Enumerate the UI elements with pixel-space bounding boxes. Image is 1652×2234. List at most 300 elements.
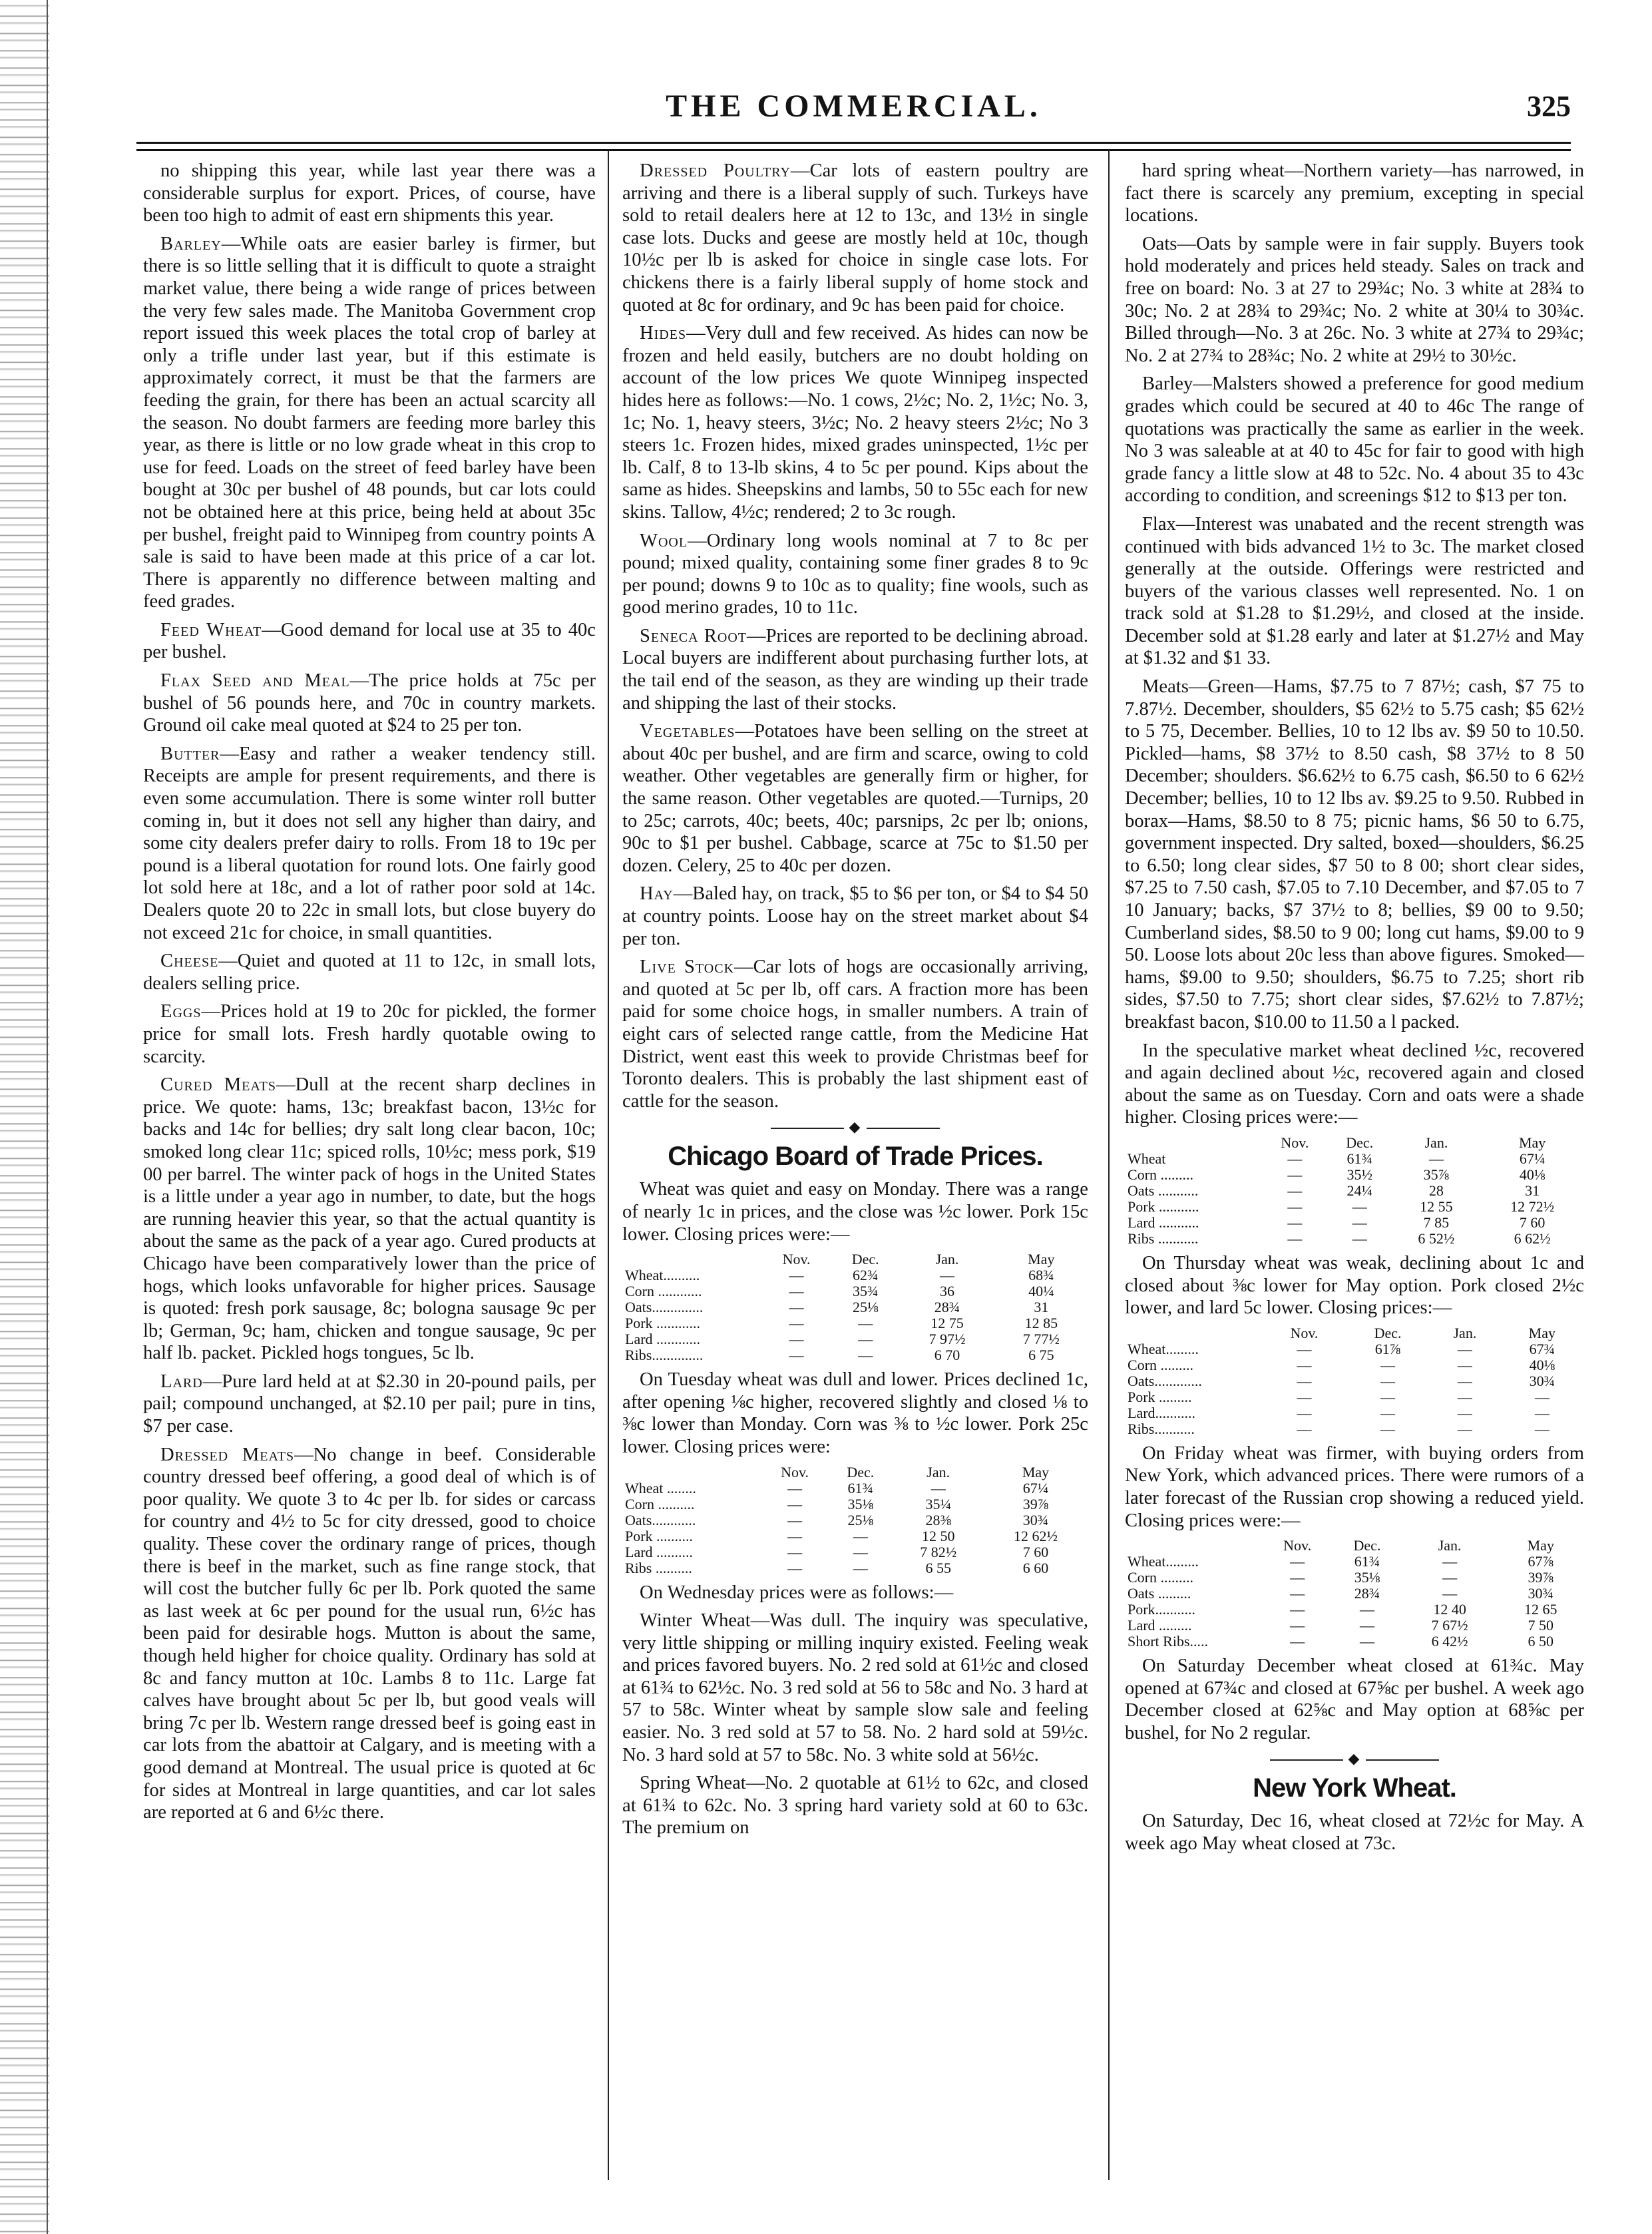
paragraph-lead: Cured Meats [160, 1074, 276, 1096]
paragraph [1125, 513, 1584, 670]
price-cell: — [1287, 1182, 1303, 1199]
price-cell: 7 77½ [1022, 1331, 1060, 1348]
price-cell: — [858, 1331, 873, 1348]
table-header-row [622, 1464, 1088, 1480]
price-cell: — [787, 1559, 803, 1576]
price-cell: 61¾ [1346, 1150, 1372, 1167]
commodity-label: Corn ......... [1128, 1166, 1193, 1183]
price-cell: — [853, 1527, 868, 1544]
paragraph [622, 160, 1088, 316]
price-cell: 28 [1428, 1182, 1444, 1199]
commodity-label: Corn ............ [625, 1283, 702, 1300]
paragraph-text: —No change in beef. Considerable country dressed beef offering, a good deal of which is of poor quality. We quote 3 to 4c per lb. for sides or carcass for country and 4½ to 5c for city dressed, good to choice quality. These cover the ordinary range of prices, though there is beef in the market, such as fine range stock, that will cost the butcher fully 6c per lb. Pork quoted the same as last week at 6c per pound for the usual run, 6½c has been paid for desirable hogs. Mutton is about the same, though held higher for choice quality. Ordinary has sold at 8c and fancy mutton at 10c. Lambs 8 to 11c. Large fat calves have brought about 5c per lb, but good veals will bring 7c per lb. Western range dressed beef is going east in car lots from the abattoir at Calgary, and is meeting with a good demand at Montreal. The usual price is quoted at 6c for sides at Montreal in large quantities, and car lot sales are reported at 6 and 6½c there. [143, 1444, 596, 1823]
price-cell: 28⅜ [925, 1511, 951, 1528]
price-cell: — [1457, 1340, 1472, 1357]
table-row [1125, 1373, 1584, 1389]
price-cell: 12 40 [1433, 1601, 1466, 1618]
price-cell: — [858, 1347, 873, 1364]
commodity-label: Corn .......... [625, 1495, 695, 1512]
price-cell: 35¾ [852, 1283, 879, 1300]
paragraph-text: —Ordinary long wools nominal at 7 to 8c per pound; mixed quality, containing some finer grades 8 to 9c per pound; downs 9 to 10c as to quality; fine wools, such as good merino grades, 10 to 11c. [622, 530, 1088, 618]
column-rule-1 [608, 150, 609, 2180]
table-header-row [1125, 1538, 1584, 1554]
commodity-label: Wheat [1128, 1150, 1166, 1167]
table-header-row [1125, 1325, 1584, 1341]
price-cell: — [1287, 1166, 1303, 1183]
paragraph-text: —Car lots of eastern poultry are arriving and there is a liberal supply of such. Turkeys have sold to retail dealers here at 12 to 13c, and 13½ in single case lots. Ducks and geese are mostly held at 10c, though 10½c per lb is asked for choice in single case lots. For chickens there is a fairly liberal supply of home stock and quoted at 8c for ordinary, and 9c has been paid for choice. [622, 160, 1088, 316]
price-cell: — [1352, 1198, 1367, 1215]
price-cell: — [853, 1543, 868, 1560]
table-row [1125, 1151, 1584, 1167]
price-cell: 7 85 [1423, 1214, 1450, 1231]
price-cell: — [1290, 1633, 1305, 1650]
price-cell: — [853, 1559, 868, 1576]
table-row [622, 1315, 1088, 1331]
column-header: May [1022, 1463, 1050, 1480]
column-header: Dec. [847, 1463, 875, 1480]
binding-edge [47, 0, 48, 2234]
price-cell: 6 75 [1028, 1347, 1054, 1364]
price-cell: — [789, 1347, 804, 1364]
table-row [1125, 1215, 1584, 1231]
price-cell: — [1290, 1553, 1305, 1570]
column-header: Nov. [1281, 1134, 1309, 1151]
paragraph [143, 670, 596, 737]
column-header [1125, 1325, 1263, 1341]
price-cell: 35½ [1346, 1166, 1372, 1183]
commodity-label: Pork ........... [1128, 1198, 1199, 1215]
price-table-thursday [1125, 1325, 1584, 1437]
price-cell: 6 60 [1022, 1559, 1049, 1576]
paragraph-lead: Hay [640, 883, 674, 905]
price-table-friday [1125, 1538, 1584, 1650]
chicago-heading: Chicago Board of Trade Prices. [668, 1142, 1043, 1172]
commodity-label: Oats............. [1128, 1372, 1202, 1389]
newyork-text: On Saturday, Dec 16, wheat closed at 72½c for May. A week ago May wheat closed at 73c. [1125, 1811, 1584, 1855]
column-header: Nov. [782, 1251, 811, 1268]
price-cell: — [787, 1527, 803, 1544]
binding-shadow [0, 0, 49, 2234]
price-cell: — [1457, 1372, 1472, 1389]
paragraph-lead: Hides [640, 323, 687, 344]
column-header [622, 1464, 762, 1480]
price-cell: 61⅞ [1374, 1340, 1401, 1357]
paragraph-lead: Wool [640, 530, 688, 551]
price-cell: 61¾ [847, 1479, 874, 1496]
price-cell: 62¾ [852, 1267, 879, 1284]
price-cell: 12 50 [921, 1527, 955, 1544]
commodity-label: Ribs .......... [625, 1559, 692, 1576]
paragraph-lead: Feed Wheat [160, 619, 262, 640]
price-cell: 12 72½ [1510, 1198, 1555, 1215]
price-table-wednesday [1125, 1135, 1584, 1247]
price-cell: — [1442, 1553, 1458, 1570]
paragraph-text: —Potatoes have been selling on the street at about 40c per bushel, and are firm and scarce, owing to cold weather. Other vegetables are generally firm or higher, for the same reason. Other vegetables are quoted.—Turnips, 20 to 25c; carrots, 40c; beets, 40c; parsnips, 2c per lb; onions, 90c to $1 per bushel. Cabbage, scarce at 75c to $1.50 per dozen. Celery, 25 to 40c per dozen. [622, 721, 1088, 876]
price-cell: 25⅛ [847, 1511, 874, 1528]
paragraph [143, 160, 596, 227]
price-cell: 6 70 [934, 1347, 960, 1364]
paragraph-text: Flax—Interest was unabated and the recent strength was continued with bids advanced 1½ to 3c. The market closed generally at the outside. Offerings were restricted and buyers of the various classes well represented. No. 1 on track sold at $1.28 to $1.29½, and closed at the inside. December sold at $1.28 early and later at $1.27½ and May at $1.32 and $1 33. [1125, 513, 1584, 669]
table-row [1125, 1405, 1584, 1421]
price-cell: 24¼ [1346, 1182, 1372, 1199]
price-cell: 36 [940, 1283, 955, 1300]
table-row [1125, 1341, 1584, 1357]
commodity-label: Corn ......... [1128, 1569, 1193, 1586]
price-cell: 40⅛ [1529, 1356, 1555, 1373]
column-header: Dec. [1353, 1537, 1381, 1554]
paragraph [143, 1444, 596, 1824]
paragraph [143, 619, 596, 664]
paragraph-lead: Cheese [160, 951, 219, 972]
price-cell: — [1380, 1404, 1396, 1421]
commodity-label: Ribs........... [1128, 1420, 1195, 1437]
paragraph [1125, 233, 1584, 367]
column-header [622, 1251, 762, 1267]
column-rule-2 [1108, 150, 1110, 2180]
table-row [622, 1299, 1088, 1315]
paragraph-text: —While oats are easier barley is firmer, but there is so little selling that it is difficult to quote a straight market value, there being a wide range of prices between the very few sales made. The Manitoba Government crop report issued this week places the total crop of barley at only a trifle under last year, but if this estimate is approximately correct, it must be that the farmers are feeding the grain, for there has been an actual scarcity all the season. No doubt farmers are feeding more barley this year, as there is little or no low grade wheat in this crop to use for feed. Loads on the street of feed barley have been bought at 30c per bushel of 48 pounds, but car lots could not be obtained here at this price, being held at about 35c per bushel, freight paid to Winnipeg from country points A sale is said to have been made at this price of a car lot. There is apparently no difference between malting and feed grades. [143, 233, 596, 612]
price-cell: — [1442, 1585, 1458, 1602]
price-cell: — [1428, 1150, 1444, 1167]
price-cell: 7 60 [1519, 1214, 1546, 1231]
paragraph-text: —Easy and rather a weaker tendency still. Receipts are ample for present requirements, and there is even some accumulation. There is some winter roll butter coming in, but it does not sell any higher than dairy, and some city dealers prefer dairy to rolls. From 18 to 19c per pound is a liberal quotation for round lots. One fairly good lot sold here at 18c, and a lot of rather poor sold at 14c. Dealers quote 20 to 22c in small lots, but close buyery do not exceed 21c for choice, in small quantities. [143, 743, 596, 943]
price-cell: — [1297, 1404, 1312, 1421]
column-2 [622, 160, 1088, 1845]
price-cell: 61¾ [1354, 1553, 1380, 1570]
paragraph-text: —Quiet and quoted at 11 to 12c, in small lots, dealers selling price. [143, 951, 596, 994]
table-row [1125, 1634, 1584, 1650]
paragraph-lead: Barley [160, 233, 222, 254]
paragraph-lead: Live Stock [640, 957, 735, 978]
price-cell: — [1287, 1214, 1303, 1231]
paragraph [143, 233, 596, 613]
chicago-monday: Wheat was quiet and easy on Monday. There was a range of nearly 1c in prices, and the close was ½c lower. Pork 15c lower. Closing prices were:— [622, 1179, 1088, 1245]
masthead-title: THE COMMERCIAL. [666, 89, 1042, 124]
price-cell: 6 52½ [1418, 1229, 1455, 1247]
paragraph-text: —Car lots of hogs are occasionally arriving, and quoted at 5c per lb, off cars. A fraction more has been paid for some choice hogs, in smaller numbers. A train of eight cars of selected range cattle, from the Medicine Hat District, went east this week to provide Christmas beef for Toronto dealers. This is probably the last shipment east of cattle for the season. [622, 957, 1088, 1112]
paragraph-text: —Prices are reported to be declining abroad. Local buyers are indifferent about purchasing further lots, at the tail end of the season, as they are winding up their trade and shipping the last of their stocks. [622, 625, 1088, 714]
paragraph [143, 1371, 596, 1438]
table-row [622, 1331, 1088, 1347]
table-row [622, 1560, 1088, 1576]
paragraph-text: Oats—Oats by sample were in fair supply. Buyers took hold moderately and prices held steady. Sales on track and free on board: No. 3 at 27 to 29¾c; No. 3 white at 28¾ to 30c; No. 2 at 28¾ to 29¾c; No. 2 white at 30¼ to 30¾c. Billed through—No. 3 at 26c. No. 3 white at 27¾ to 29¾c; No. 2 at 27¾ to 28¾c; No. 2 white at 29½ to 30½c. [1125, 233, 1584, 366]
table-row [1125, 1570, 1584, 1586]
price-cell: — [940, 1267, 955, 1284]
price-cell: — [787, 1479, 803, 1496]
price-cell: — [787, 1511, 803, 1528]
chicago-saturday: On Saturday December wheat closed at 61¾c. May opened at 67¾c and closed at 67⅝c per bushel. A week ago December closed at 62⅝c and May option at 68⅝c per bushel, for No 2 regular. [1125, 1656, 1584, 1743]
price-cell: 7 50 [1528, 1617, 1554, 1634]
column-header: Dec. [1346, 1134, 1374, 1151]
paragraph [1125, 676, 1584, 1034]
paragraph-lead: Lard [160, 1371, 203, 1392]
price-cell: 7 82½ [920, 1543, 957, 1560]
price-cell: 30¾ [1529, 1372, 1555, 1389]
paragraph-lead: Dressed Poultry [640, 160, 791, 181]
column-header: Dec. [1374, 1324, 1402, 1341]
price-cell: — [787, 1495, 803, 1512]
price-cell: — [1534, 1404, 1549, 1421]
ornament-rule: ◆ [622, 1118, 1088, 1136]
paragraph [1125, 373, 1584, 507]
price-cell: — [1534, 1420, 1549, 1437]
price-cell: 35¼ [925, 1495, 951, 1512]
price-cell: — [789, 1315, 804, 1332]
paragraph-text: Barley—Malsters showed a preference for good medium grades which could be secured at 40 to 46c The range of quotations was practically the same as earlier in the week. No 3 was saleable at at 40 to 45c for fair to good with high grade fancy a little slow at 48 to 52c. No. 4 about 35 to 43c according to condition, and screenings $12 to $13 per ton. [1125, 373, 1584, 507]
price-cell: 67¼ [1022, 1479, 1049, 1496]
column-header: Nov. [781, 1463, 809, 1480]
column-header: May [1518, 1134, 1546, 1151]
paragraph-text: —Pure lard held at at $2.30 in 20-pound pails, per pail; compound unchanged, at $2.10 per pail; pure in tins, $7 per case. [143, 1371, 596, 1437]
paragraph [622, 883, 1088, 950]
price-cell: — [1380, 1420, 1396, 1437]
table-row [1125, 1421, 1584, 1437]
paragraph-lead: Dressed Meats [160, 1444, 295, 1465]
price-cell: — [1359, 1601, 1374, 1618]
column-header [1125, 1135, 1263, 1151]
commodity-label: Ribs ........... [1128, 1229, 1199, 1247]
price-cell: 12 65 [1524, 1601, 1557, 1618]
price-cell: 39⅞ [1528, 1569, 1554, 1586]
price-cell: 28¾ [934, 1299, 960, 1316]
paragraph [622, 530, 1088, 619]
table-row [1125, 1586, 1584, 1602]
ornament-rule-2: ◆ [1125, 1750, 1584, 1767]
commodity-label: Wheat.......... [625, 1267, 700, 1284]
table-header-row [1125, 1135, 1584, 1151]
price-cell: — [789, 1267, 804, 1284]
commodity-label: Oats............ [625, 1511, 696, 1528]
paragraph [143, 1074, 596, 1365]
price-cell: 68¾ [1028, 1267, 1054, 1284]
paragraph [1125, 1040, 1584, 1129]
chicago-thursday: On Thursday wheat was weak, declining about 1c and closed about ⅜c lower for May option. Pork closed 2½c lower, and lard 5c lower. Closing prices:— [1125, 1252, 1584, 1319]
paragraph-lead: Seneca Root [640, 625, 747, 646]
price-cell: 6 50 [1528, 1633, 1554, 1650]
price-cell: 6 55 [925, 1559, 951, 1576]
price-cell: 39⅞ [1022, 1495, 1049, 1512]
price-cell: — [858, 1315, 873, 1332]
paragraph-text: hard spring wheat—Northern variety—has narrowed, in fact there is scarcely any premium, excepting in special locations. [1125, 160, 1584, 226]
table-row [622, 1480, 1088, 1496]
price-cell: — [789, 1283, 804, 1300]
table-row [1125, 1618, 1584, 1634]
price-cell: — [1287, 1150, 1303, 1167]
commodity-label: Oats ........... [1128, 1182, 1199, 1199]
column-header: Jan. [1424, 1134, 1448, 1151]
price-cell: — [1380, 1388, 1396, 1405]
price-cell: — [1297, 1372, 1312, 1389]
price-cell: 25⅛ [852, 1299, 879, 1316]
column-header: May [1028, 1251, 1055, 1268]
commodity-label: Lard .......... [625, 1543, 694, 1560]
price-cell: 31 [1034, 1299, 1049, 1316]
table-row [622, 1544, 1088, 1560]
price-cell: 12 55 [1420, 1198, 1453, 1215]
commodity-label: Lard ........... [1128, 1214, 1199, 1231]
paragraph-lead: Flax Seed and Meal [160, 670, 350, 692]
commodity-label: Wheat ........ [625, 1479, 696, 1496]
price-cell: — [787, 1543, 803, 1560]
price-cell: 12 62½ [1013, 1527, 1058, 1544]
price-cell: 6 42½ [1431, 1633, 1468, 1650]
paragraph-text: —Very dull and few received. As hides can now be frozen and held easily, butchers are no doubt holding on account of the low prices We quote Winnipeg inspected hides here as follows:—No. 1 cows, 2½c; No. 2, 1½c; No. 3, 1c; No. 1, heavy steers, 3½c; No. 2 heavy steers 2½c; No 3 steers 1c. Frozen hides, mixed grades uninspected, 1½c per lb. Calf, 8 to 13-lb skins, 4 to 5c per pound. Kips about the same as hides. Sheepskins and lambs, 50 to 55c each for new skins. Tallow, 4½c; rendered; 2 to 3c rough. [622, 323, 1088, 523]
commodity-label: Pork........... [1128, 1601, 1196, 1618]
paragraph-text: —Baled hay, on track, $5 to $6 per ton, or $4 to $4 50 at country points. Loose hay on the street market about $4 per ton. [622, 883, 1088, 949]
commodity-label: Pork ............ [625, 1315, 701, 1332]
paragraph-lead: Eggs [160, 1001, 202, 1022]
price-cell: — [789, 1331, 804, 1348]
column-header: Jan. [935, 1251, 959, 1268]
price-cell: — [1287, 1229, 1303, 1247]
commodity-label: Corn ......... [1128, 1356, 1193, 1373]
price-cell: — [1287, 1198, 1303, 1215]
table-row [1125, 1167, 1584, 1183]
paragraph [1125, 160, 1584, 227]
paragraph [622, 322, 1088, 523]
price-cell: — [1380, 1372, 1396, 1389]
column-header: May [1527, 1537, 1554, 1554]
price-cell: — [1297, 1340, 1312, 1357]
paragraph-text: —Prices hold at 19 to 20c for pickled, the former price for small lots. Fresh hardly quotable owing to scarcity. [143, 1001, 596, 1067]
price-cell: — [1352, 1214, 1367, 1231]
paragraph-text: Meats—Green—Hams, $7.75 to 7 87½; cash, $7 75 to 7.87½. December, shoulders, $5 62½ to 5.75 cash; $5 62½ to 5 75, December. Bellies, 10 to 12 lbs av. $9 50 to 10.50. Pickled—hams, $8 37½ to 8.50 cash, $8 37½ to 8 50 December; shoulders. $6.62½ to 6.75 cash, $6.50 to 6 62½ December; bellies, 10 to 12 lbs av. $9.25 to 9.50. Rubbed in borax—Hams, $8.50 to 8 75; picnic hams, $6 50 to 6.75, government inspected. Dry salted, boxed—shoulders, $6.25 to 6.50; long clear sides, $7 50 to 8 00; short clear sides, $7.25 to 7.50 cash, $7.05 to 7.10 December, and $7.05 to 7 10 January; backs, $7 37½ to 8; bellies, $9 00 to 9.50; Cumberland sides, $8.50 to 9 00; long cut hams, $9.00 to 9 50. Loose lots about 20c less than above figures. Smoked—hams, $9.00 to 9.50; shoulders, $6.75 to 7.25; short rib sides, $7.50 to 7.75; short clear sides, $7.62½ to 7.87½; breakfast bacon, $10.00 to 11.50 a l packed. [1125, 676, 1584, 1032]
commodity-label: Lard ............ [625, 1331, 701, 1348]
commodity-label: Pork .......... [625, 1527, 694, 1544]
table-row [622, 1496, 1088, 1512]
column-1 [143, 160, 596, 1830]
price-cell: 30¾ [1022, 1511, 1049, 1528]
paragraph-lead: Butter [160, 743, 220, 764]
price-cell: — [1534, 1388, 1549, 1405]
table-row [622, 1347, 1088, 1363]
paragraph [143, 950, 596, 995]
chicago-friday: On Friday wheat was firmer, with buying orders from New York, which advanced prices. There were rumors of a later forecast of the Russian crop showing a reduced yield. Closing prices were:— [1125, 1443, 1584, 1531]
paragraph-lead: Vegetables [640, 721, 735, 742]
page-number: 325 [1527, 90, 1571, 122]
price-cell: — [1290, 1617, 1305, 1634]
table-row [622, 1528, 1088, 1544]
price-cell: — [1290, 1569, 1305, 1586]
column-header: Nov. [1290, 1324, 1319, 1341]
price-cell: 67⅞ [1528, 1553, 1554, 1570]
price-cell: 35⅞ [1423, 1166, 1450, 1183]
table-row [1125, 1389, 1584, 1405]
column-header: Nov. [1283, 1537, 1312, 1554]
commodity-label: Short Ribs..... [1128, 1633, 1209, 1650]
price-cell: 30¾ [1528, 1585, 1554, 1602]
price-cell: 12 85 [1024, 1315, 1058, 1332]
column-header: Jan. [1438, 1537, 1462, 1554]
paragraph [143, 743, 596, 944]
price-cell: 28¾ [1354, 1585, 1380, 1602]
market-paragraphs-col3 [1125, 160, 1584, 1129]
commodity-label: Lard ......... [1128, 1617, 1192, 1634]
paragraph-text: —The price holds at 75c per bushel of 56 pounds here, and 70c in country markets. Ground oil cake meal quoted at $24 to 25 per ton. [143, 670, 596, 736]
table-row [622, 1512, 1088, 1528]
paragraph-text: In the speculative market wheat declined ½c, recovered and again declined about ½c, recovered again and closed about the same as on Tuesday. Corn and oats were a shade higher. Closing prices were:— [1125, 1040, 1584, 1128]
table-row [1125, 1357, 1584, 1373]
price-cell: 35⅛ [1354, 1569, 1380, 1586]
winter-wheat: Winter Wheat—Was dull. The inquiry was speculative, very little shipping or milling inquiry existed. Feeling weak and prices favored buyers. No. 2 red sold at 61½c and closed at 61¾ to 62½c. No. 3 red sold at 56 to 58c and No. 3 hard at 57 to 58c. Winter wheat by sample slow sale and feeling easier. No. 3 red sold at 57 to 58. No. 2 hard sold at 59½c. No. 3 hard sold at 57 to 58c. No. 3 white sold at 56½c. [622, 1610, 1088, 1765]
price-cell: — [1290, 1601, 1305, 1618]
price-cell: — [1380, 1356, 1396, 1373]
table-row [622, 1283, 1088, 1299]
price-cell: — [1297, 1388, 1312, 1405]
price-cell: — [1359, 1617, 1374, 1634]
price-cell: 7 67½ [1431, 1617, 1468, 1634]
table-row [1125, 1602, 1584, 1618]
price-cell: — [1290, 1585, 1305, 1602]
price-cell: 12 75 [930, 1315, 964, 1332]
chicago-wednesday: On Wednesday prices were as follows:— [640, 1582, 954, 1603]
price-cell: 31 [1525, 1182, 1540, 1199]
price-cell: — [1457, 1388, 1472, 1405]
price-cell: 7 60 [1022, 1543, 1049, 1560]
spring-wheat: Spring Wheat—No. 2 quotable at 61½ to 62c, and closed at 61¾ to 62c. No. 3 spring hard variety sold at 60 to 63c. The premium on [622, 1773, 1088, 1839]
newyork-heading: New York Wheat. [1253, 1773, 1456, 1803]
price-cell: — [789, 1299, 804, 1316]
price-cell: — [1297, 1356, 1312, 1373]
header-rule [136, 142, 1571, 151]
column-header: May [1528, 1324, 1555, 1341]
table-row [1125, 1183, 1584, 1199]
commodity-label: Pork ......... [1128, 1388, 1192, 1405]
column-header [1125, 1538, 1263, 1554]
price-cell: 67¼ [1519, 1150, 1546, 1167]
table-header-row [622, 1251, 1088, 1267]
price-cell: — [1297, 1420, 1312, 1437]
table-row [1125, 1554, 1584, 1570]
price-cell: — [1457, 1404, 1472, 1421]
paragraph [143, 1001, 596, 1068]
paragraph-text: —Good demand for local use at 35 to 40c per bushel. [143, 619, 596, 663]
commodity-label: Lard........... [1128, 1404, 1196, 1421]
price-cell: — [930, 1479, 946, 1496]
chicago-tuesday: On Tuesday wheat was dull and lower. Prices declined 1c, after opening ⅛c higher, recovered slightly and closed ⅛ to ⅜c lower than Monday. Corn was ⅜ to ½c lower. Pork 25c lower. Closing prices were: [622, 1369, 1088, 1457]
commodity-label: Wheat......... [1128, 1553, 1199, 1570]
commodity-label: Wheat......... [1128, 1340, 1199, 1357]
price-cell: 67¾ [1529, 1340, 1555, 1357]
paragraph-text: no shipping this year, while last year there was a considerable surplus for export. Prices, of course, have been too high to admit of east ern shipments this year. [143, 160, 596, 226]
table-row [1125, 1231, 1584, 1247]
table-row [1125, 1199, 1584, 1215]
paragraph-text: —Dull at the recent sharp declines in price. We quote: hams, 13c; breakfast bacon, 13½c for backs and 14c for bellies; dry salt long clear bacon, 10c; smoked long clear 11c; spiced rolls, 10½c; mess pork, $19 00 per barrel. The winter pack of hogs in the United States is a little under a year ago in number, to date, but the hogs are running heavier this year, so that the actual quantity is about the same as the pack of a year ago. Cured products at Chicago have been comparatively lower than the price of hogs, which looks unfavorable for higher prices. Sausage is quoted: fresh pork sausage, 8c; bologna sausage 9c per lb; German, 9c; ham, chicken and tongue sausage, 9c per half lb. packet. Pickled hogs tongues, 5c lb. [143, 1074, 596, 1364]
price-cell: 40⅛ [1519, 1166, 1546, 1183]
price-table-monday [622, 1251, 1088, 1363]
commodity-label: Oats.............. [625, 1299, 704, 1316]
price-cell: — [1442, 1569, 1458, 1586]
commodity-label: Oats ......... [1128, 1585, 1191, 1602]
price-cell: — [1457, 1420, 1472, 1437]
price-cell: — [1359, 1633, 1374, 1650]
commodity-label: Ribs.............. [625, 1347, 704, 1364]
column-3 [1125, 160, 1584, 1861]
page-header [136, 80, 1571, 140]
paragraph [622, 956, 1088, 1112]
market-paragraphs-col2 [622, 160, 1088, 1112]
price-table-tuesday [622, 1464, 1088, 1576]
column-header: Jan. [927, 1463, 950, 1480]
column-header: Jan. [1453, 1324, 1477, 1341]
price-cell: 7 97½ [929, 1331, 966, 1348]
paragraph [622, 625, 1088, 714]
price-cell: 35⅛ [847, 1495, 874, 1512]
table-row [622, 1267, 1088, 1283]
price-cell: — [1457, 1356, 1472, 1373]
price-cell: 40¼ [1028, 1283, 1054, 1300]
column-header: Dec. [851, 1251, 879, 1268]
